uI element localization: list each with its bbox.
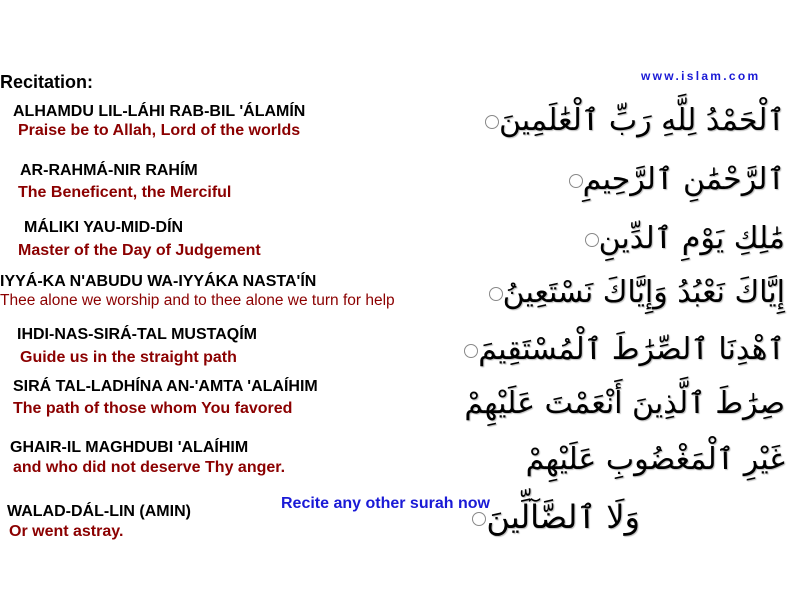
verse-5-arabic: ٱهْدِنَا ٱلصِّرَٰطَ ٱلْمُسْتَقِيمَ bbox=[445, 332, 785, 367]
ayah-end-icon bbox=[485, 115, 499, 129]
verse-1-arabic: ٱلْحَمْدُ لِلَّهِ رَبِّ ٱلْعَٰلَمِينَ bbox=[445, 103, 785, 138]
verse-1-transliteration: ALHAMDU LIL-LÁHI RAB-BIL 'ÁLAMÍN bbox=[13, 103, 306, 120]
verse-4-arabic: إِيَّاكَ نَعْبُدُ وَإِيَّاكَ نَسْتَعِينُ bbox=[445, 275, 785, 310]
ayah-end-icon bbox=[585, 233, 599, 247]
verse-1-translation: Praise be to Allah, Lord of the worlds bbox=[18, 122, 301, 139]
ayah-end-icon bbox=[489, 287, 503, 301]
verse-7-arabic: غَيْرِ ٱلْمَغْضُوبِ عَلَيْهِمْ bbox=[525, 442, 785, 477]
verse-8-translation: Or went astray. bbox=[9, 523, 124, 540]
page-heading: Recitation: bbox=[0, 72, 94, 92]
verse-4-translation: Thee alone we worship and to thee alone we turn for help bbox=[0, 292, 395, 309]
verse-5-transliteration: IHDI-NAS-SIRÁ-TAL MUSTAQÍM bbox=[17, 326, 257, 343]
verse-4-transliteration: IYYÁ-KA N'ABUDU WA-IYYÁKA NASTA'ÍN bbox=[0, 273, 317, 290]
verse-2-arabic: ٱلرَّحْمَٰنِ ٱلرَّحِيمِ bbox=[445, 162, 785, 197]
verse-6-transliteration: SIRÁ TAL-LADHÍNA AN-'AMTA 'ALAÍHIM bbox=[13, 378, 318, 395]
verse-3-transliteration: MÁLIKI YAU-MID-DÍN bbox=[24, 219, 184, 236]
verse-7-transliteration: GHAIR-IL MAGHDUBI 'ALAÍHIM bbox=[10, 439, 249, 456]
site-url: www.islam.com bbox=[641, 69, 761, 83]
verse-8-arabic: وَلَا ٱلضَّآلِّينَ bbox=[380, 498, 640, 536]
recite-instruction: Recite any other surah now bbox=[281, 495, 490, 512]
ayah-end-icon bbox=[472, 512, 486, 526]
verse-6-translation: The path of those whom You favored bbox=[13, 400, 293, 417]
verse-5-translation: Guide us in the straight path bbox=[20, 349, 237, 366]
verse-2-translation: The Beneficent, the Merciful bbox=[18, 184, 232, 201]
verse-3-arabic: مَٰلِكِ يَوْمِ ٱلدِّينِ bbox=[445, 221, 785, 256]
ayah-end-icon bbox=[569, 174, 583, 188]
verse-6-arabic: صِرَٰطَ ٱلَّذِينَ أَنْعَمْتَ عَلَيْهِمْ bbox=[464, 386, 785, 421]
verse-3-translation: Master of the Day of Judgement bbox=[18, 242, 261, 259]
verse-8-transliteration: WALAD-DÁL-LIN (AMIN) bbox=[7, 503, 191, 520]
ayah-end-icon bbox=[464, 344, 478, 358]
verse-7-translation: and who did not deserve Thy anger. bbox=[13, 459, 286, 476]
verse-2-transliteration: AR-RAHMÁ-NIR RAHÍM bbox=[20, 162, 198, 179]
